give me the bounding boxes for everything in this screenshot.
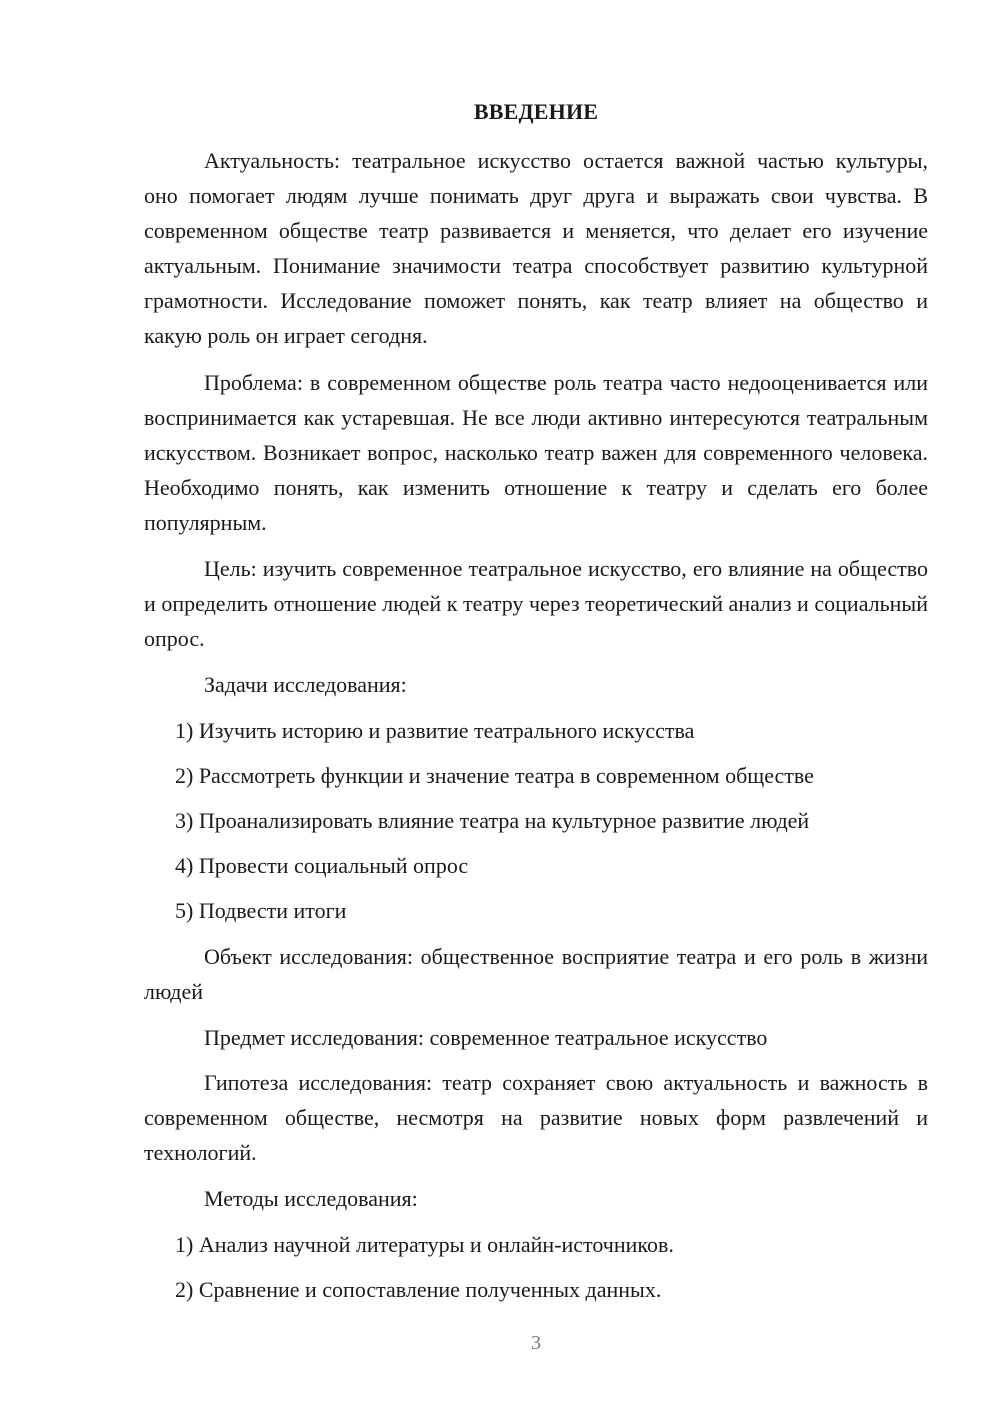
page-number: 3 [531,1332,541,1354]
subject-paragraph: Предмет исследования: современное театральное искусство [204,1025,768,1050]
methods-label: Методы исследования: [204,1186,418,1211]
task-item: 2) Рассмотреть функции и значение театра в современном обществе [175,763,814,788]
section-heading: ВВЕДЕНИЕ [473,99,599,124]
tasks-label: Задачи исследования: [204,672,407,697]
relevance-paragraph: Актуальность: театральное искусство остается важной частью культуры, оно помогает людям лучше понимать друг друга и выражать свои чувства. В современном обществе театр развивается и меняется, что делает его изучение актуальным. Понимание значимости театра способствует развитию культурной грамотности. Исследование поможет понять, как театр влияет на общество и какую роль он играет сегодня. [144,148,928,348]
object-paragraph: Объект исследования: общественное восприятие театра и его роль в жизни людей [144,944,928,1004]
goal-paragraph: Цель: изучить современное театральное искусство, его влияние на общество и определить отношение людей к театру через теоретический анализ и социальный опрос. [144,556,928,651]
task-item: 4) Провести социальный опрос [175,853,469,878]
problem-paragraph: Проблема: в современном обществе роль театра часто недооценивается или воспринимается как устаревшая. Не все люди активно интересуются театральным искусством. Возникает вопрос, насколько театр важен для современного человека. Необходимо понять, как изменить отношение к театру и сделать его более популярным. [144,370,928,535]
method-item: 1) Анализ научной литературы и онлайн-источников. [175,1232,674,1257]
task-item: 5) Подвести итоги [175,898,347,923]
task-item: 1) Изучить историю и развитие театрального искусства [175,718,695,743]
method-item: 2) Сравнение и сопоставление полученных данных. [175,1277,662,1302]
hypothesis-paragraph: Гипотеза исследования: театр сохраняет свою актуальность и важность в современном обществе, несмотря на развитие новых форм развлечений и технологий. [144,1070,928,1165]
task-item: 3) Проанализировать влияние театра на культурное развитие людей [175,808,810,833]
